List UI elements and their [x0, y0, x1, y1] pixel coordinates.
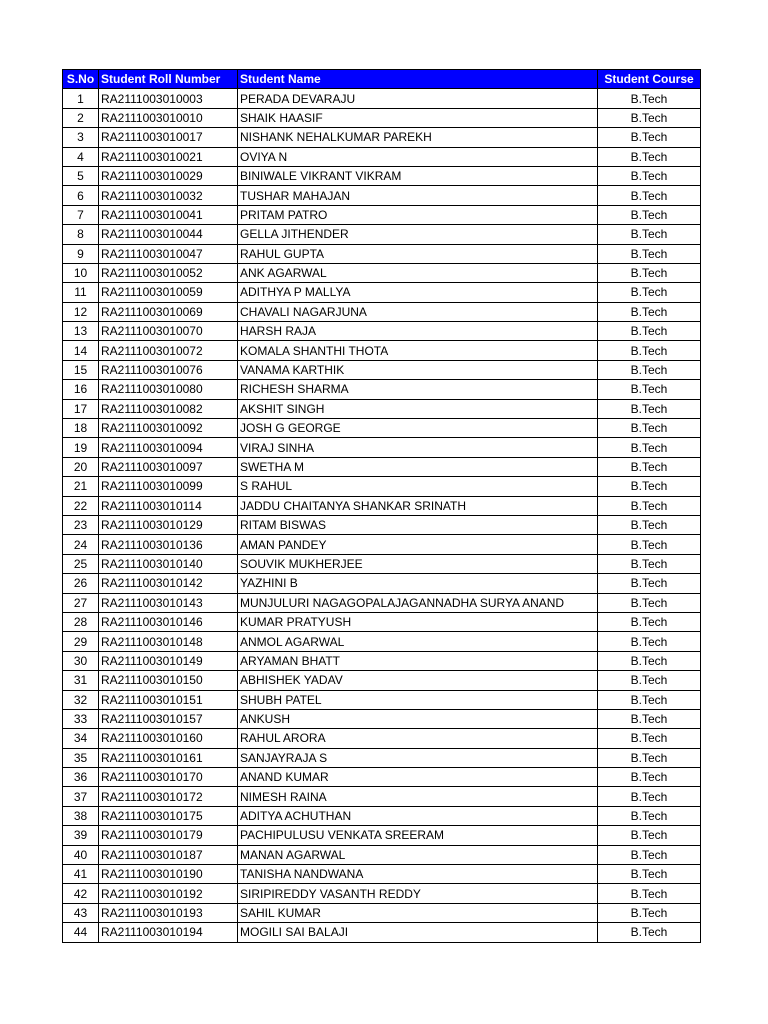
table-header-row [63, 70, 701, 89]
cell-sno: 19 [63, 438, 99, 457]
cell-student-name: TUSHAR MAHAJAN [238, 186, 598, 205]
cell-roll-number: RA2111003010142 [99, 574, 238, 593]
table-body [63, 89, 701, 942]
cell-roll-number: RA2111003010136 [99, 535, 238, 554]
cell-sno: 22 [63, 496, 99, 515]
cell-roll-number: RA2111003010069 [99, 302, 238, 321]
cell-student-course: B.Tech [598, 651, 701, 670]
cell-student-course: B.Tech [598, 244, 701, 263]
cell-roll-number: RA2111003010192 [99, 884, 238, 903]
table-row [63, 477, 701, 496]
cell-sno: 31 [63, 671, 99, 690]
cell-sno: 15 [63, 360, 99, 379]
table-row [63, 89, 701, 108]
cell-sno: 33 [63, 709, 99, 728]
cell-student-name: AMAN PANDEY [238, 535, 598, 554]
cell-sno: 29 [63, 632, 99, 651]
cell-student-name: KOMALA SHANTHI THOTA [238, 341, 598, 360]
table-row [63, 651, 701, 670]
cell-student-course: B.Tech [598, 225, 701, 244]
cell-sno: 41 [63, 865, 99, 884]
table-row [63, 205, 701, 224]
cell-roll-number: RA2111003010080 [99, 380, 238, 399]
table-row [63, 263, 701, 282]
cell-student-name: RICHESH SHARMA [238, 380, 598, 399]
cell-student-course: B.Tech [598, 419, 701, 438]
table-row [63, 535, 701, 554]
cell-student-course: B.Tech [598, 166, 701, 185]
table-row [63, 360, 701, 379]
table-row [63, 496, 701, 515]
cell-sno: 7 [63, 205, 99, 224]
cell-sno: 2 [63, 108, 99, 127]
cell-roll-number: RA2111003010179 [99, 826, 238, 845]
cell-sno: 20 [63, 457, 99, 476]
cell-sno: 3 [63, 128, 99, 147]
cell-student-name: ADITYA ACHUTHAN [238, 806, 598, 825]
cell-roll-number: RA2111003010094 [99, 438, 238, 457]
cell-student-course: B.Tech [598, 593, 701, 612]
cell-roll-number: RA2111003010187 [99, 845, 238, 864]
cell-sno: 8 [63, 225, 99, 244]
cell-student-name: MOGILI SAI BALAJI [238, 923, 598, 942]
table-row [63, 515, 701, 534]
cell-roll-number: RA2111003010161 [99, 748, 238, 767]
cell-student-course: B.Tech [598, 263, 701, 282]
cell-sno: 9 [63, 244, 99, 263]
cell-student-course: B.Tech [598, 690, 701, 709]
cell-student-course: B.Tech [598, 283, 701, 302]
table-row [63, 186, 701, 205]
student-roster-table [62, 69, 701, 943]
cell-roll-number: RA2111003010170 [99, 768, 238, 787]
cell-roll-number: RA2111003010070 [99, 322, 238, 341]
cell-roll-number: RA2111003010047 [99, 244, 238, 263]
cell-student-name: BINIWALE VIKRANT VIKRAM [238, 166, 598, 185]
cell-roll-number: RA2111003010082 [99, 399, 238, 418]
cell-sno: 10 [63, 263, 99, 282]
cell-student-name: CHAVALI NAGARJUNA [238, 302, 598, 321]
table-row [63, 166, 701, 185]
table-row [63, 632, 701, 651]
table-row [63, 244, 701, 263]
table-row [63, 147, 701, 166]
cell-sno: 26 [63, 574, 99, 593]
cell-student-course: B.Tech [598, 884, 701, 903]
cell-sno: 13 [63, 322, 99, 341]
cell-student-course: B.Tech [598, 341, 701, 360]
cell-roll-number: RA2111003010160 [99, 729, 238, 748]
cell-student-course: B.Tech [598, 477, 701, 496]
table-row [63, 128, 701, 147]
cell-roll-number: RA2111003010072 [99, 341, 238, 360]
table-row [63, 826, 701, 845]
cell-roll-number: RA2111003010010 [99, 108, 238, 127]
cell-student-course: B.Tech [598, 903, 701, 922]
cell-student-course: B.Tech [598, 535, 701, 554]
cell-student-name: MANAN AGARWAL [238, 845, 598, 864]
cell-roll-number: RA2111003010052 [99, 263, 238, 282]
cell-student-name: ANKUSH [238, 709, 598, 728]
table-row [63, 574, 701, 593]
table-row [63, 593, 701, 612]
cell-sno: 36 [63, 768, 99, 787]
cell-student-course: B.Tech [598, 89, 701, 108]
cell-sno: 17 [63, 399, 99, 418]
cell-sno: 11 [63, 283, 99, 302]
cell-student-course: B.Tech [598, 108, 701, 127]
cell-student-name: SIRIPIREDDY VASANTH REDDY [238, 884, 598, 903]
cell-student-name: KUMAR PRATYUSH [238, 612, 598, 631]
cell-student-course: B.Tech [598, 632, 701, 651]
cell-sno: 16 [63, 380, 99, 399]
cell-student-course: B.Tech [598, 147, 701, 166]
cell-sno: 21 [63, 477, 99, 496]
table-row [63, 865, 701, 884]
cell-student-course: B.Tech [598, 729, 701, 748]
cell-student-course: B.Tech [598, 322, 701, 341]
cell-student-course: B.Tech [598, 515, 701, 534]
header-student-name: Student Name [238, 70, 598, 89]
cell-student-name: NISHANK NEHALKUMAR PAREKH [238, 128, 598, 147]
cell-sno: 1 [63, 89, 99, 108]
cell-sno: 34 [63, 729, 99, 748]
cell-student-name: SOUVIK MUKHERJEE [238, 554, 598, 573]
cell-student-course: B.Tech [598, 128, 701, 147]
header-student-course: Student Course [598, 70, 701, 89]
cell-roll-number: RA2111003010157 [99, 709, 238, 728]
cell-roll-number: RA2111003010151 [99, 690, 238, 709]
cell-student-name: S RAHUL [238, 477, 598, 496]
cell-student-course: B.Tech [598, 923, 701, 942]
cell-student-name: JOSH G GEORGE [238, 419, 598, 438]
cell-roll-number: RA2111003010044 [99, 225, 238, 244]
cell-student-name: ABHISHEK YADAV [238, 671, 598, 690]
cell-student-course: B.Tech [598, 845, 701, 864]
cell-student-name: VIRAJ SINHA [238, 438, 598, 457]
cell-student-name: AKSHIT SINGH [238, 399, 598, 418]
cell-student-course: B.Tech [598, 806, 701, 825]
cell-student-course: B.Tech [598, 787, 701, 806]
cell-student-name: MUNJULURI NAGAGOPALAJAGANNADHA SURYA ANAND [238, 593, 598, 612]
cell-sno: 35 [63, 748, 99, 767]
table-row [63, 729, 701, 748]
cell-roll-number: RA2111003010149 [99, 651, 238, 670]
cell-roll-number: RA2111003010172 [99, 787, 238, 806]
cell-student-name: YAZHINI B [238, 574, 598, 593]
cell-roll-number: RA2111003010143 [99, 593, 238, 612]
cell-sno: 37 [63, 787, 99, 806]
cell-sno: 25 [63, 554, 99, 573]
cell-student-name: SHAIK HAASIF [238, 108, 598, 127]
cell-student-course: B.Tech [598, 574, 701, 593]
student-list-sheet [62, 69, 700, 943]
table-row [63, 806, 701, 825]
cell-student-name: ARYAMAN BHATT [238, 651, 598, 670]
cell-student-course: B.Tech [598, 709, 701, 728]
cell-student-course: B.Tech [598, 612, 701, 631]
cell-student-name: RAHUL ARORA [238, 729, 598, 748]
cell-roll-number: RA2111003010099 [99, 477, 238, 496]
table-row [63, 709, 701, 728]
cell-student-name: PRITAM PATRO [238, 205, 598, 224]
cell-sno: 43 [63, 903, 99, 922]
cell-student-course: B.Tech [598, 865, 701, 884]
table-row [63, 554, 701, 573]
cell-roll-number: RA2111003010114 [99, 496, 238, 515]
table-row [63, 923, 701, 942]
table-row [63, 438, 701, 457]
cell-student-name: ANK AGARWAL [238, 263, 598, 282]
header-roll-number: Student Roll Number [99, 70, 238, 89]
cell-sno: 40 [63, 845, 99, 864]
cell-student-course: B.Tech [598, 826, 701, 845]
cell-student-name: TANISHA NANDWANA [238, 865, 598, 884]
cell-sno: 44 [63, 923, 99, 942]
cell-sno: 6 [63, 186, 99, 205]
cell-student-name: ANMOL AGARWAL [238, 632, 598, 651]
cell-sno: 14 [63, 341, 99, 360]
cell-student-course: B.Tech [598, 186, 701, 205]
cell-roll-number: RA2111003010193 [99, 903, 238, 922]
table-row [63, 690, 701, 709]
table-row [63, 457, 701, 476]
cell-student-course: B.Tech [598, 205, 701, 224]
table-row [63, 419, 701, 438]
cell-student-name: JADDU CHAITANYA SHANKAR SRINATH [238, 496, 598, 515]
cell-roll-number: RA2111003010097 [99, 457, 238, 476]
cell-roll-number: RA2111003010129 [99, 515, 238, 534]
cell-roll-number: RA2111003010017 [99, 128, 238, 147]
cell-roll-number: RA2111003010140 [99, 554, 238, 573]
cell-roll-number: RA2111003010003 [99, 89, 238, 108]
cell-roll-number: RA2111003010190 [99, 865, 238, 884]
cell-student-course: B.Tech [598, 360, 701, 379]
table-row [63, 748, 701, 767]
cell-student-name: ANAND KUMAR [238, 768, 598, 787]
cell-student-course: B.Tech [598, 302, 701, 321]
cell-student-course: B.Tech [598, 457, 701, 476]
cell-student-name: SAHIL KUMAR [238, 903, 598, 922]
cell-roll-number: RA2111003010194 [99, 923, 238, 942]
cell-student-course: B.Tech [598, 438, 701, 457]
cell-roll-number: RA2111003010021 [99, 147, 238, 166]
cell-roll-number: RA2111003010148 [99, 632, 238, 651]
cell-sno: 28 [63, 612, 99, 631]
cell-student-name: SANJAYRAJA S [238, 748, 598, 767]
cell-student-name: HARSH RAJA [238, 322, 598, 341]
cell-student-name: VANAMA KARTHIK [238, 360, 598, 379]
table-row [63, 671, 701, 690]
table-row [63, 787, 701, 806]
cell-sno: 23 [63, 515, 99, 534]
cell-sno: 18 [63, 419, 99, 438]
cell-student-course: B.Tech [598, 496, 701, 515]
cell-student-name: RAHUL GUPTA [238, 244, 598, 263]
table-row [63, 225, 701, 244]
cell-roll-number: RA2111003010059 [99, 283, 238, 302]
cell-student-name: RITAM BISWAS [238, 515, 598, 534]
cell-student-name: PACHIPULUSU VENKATA SREERAM [238, 826, 598, 845]
cell-roll-number: RA2111003010175 [99, 806, 238, 825]
cell-student-course: B.Tech [598, 554, 701, 573]
cell-sno: 38 [63, 806, 99, 825]
cell-student-name: ADITHYA P MALLYA [238, 283, 598, 302]
table-row [63, 884, 701, 903]
table-row [63, 380, 701, 399]
cell-student-name: SHUBH PATEL [238, 690, 598, 709]
table-row [63, 612, 701, 631]
cell-student-course: B.Tech [598, 380, 701, 399]
header-sno: S.No [63, 70, 99, 89]
cell-sno: 4 [63, 147, 99, 166]
cell-sno: 30 [63, 651, 99, 670]
cell-student-name: PERADA DEVARAJU [238, 89, 598, 108]
cell-roll-number: RA2111003010146 [99, 612, 238, 631]
table-row [63, 845, 701, 864]
table-row [63, 322, 701, 341]
cell-student-name: NIMESH RAINA [238, 787, 598, 806]
table-row [63, 768, 701, 787]
cell-sno: 39 [63, 826, 99, 845]
cell-student-name: SWETHA M [238, 457, 598, 476]
cell-student-name: GELLA JITHENDER [238, 225, 598, 244]
cell-student-course: B.Tech [598, 399, 701, 418]
cell-sno: 5 [63, 166, 99, 185]
cell-student-course: B.Tech [598, 768, 701, 787]
table-row [63, 302, 701, 321]
cell-sno: 42 [63, 884, 99, 903]
cell-student-name: OVIYA N [238, 147, 598, 166]
cell-sno: 12 [63, 302, 99, 321]
table-row [63, 399, 701, 418]
cell-sno: 24 [63, 535, 99, 554]
table-row [63, 283, 701, 302]
cell-roll-number: RA2111003010076 [99, 360, 238, 379]
table-row [63, 108, 701, 127]
cell-roll-number: RA2111003010041 [99, 205, 238, 224]
cell-roll-number: RA2111003010029 [99, 166, 238, 185]
table-row [63, 341, 701, 360]
cell-roll-number: RA2111003010032 [99, 186, 238, 205]
cell-roll-number: RA2111003010150 [99, 671, 238, 690]
cell-roll-number: RA2111003010092 [99, 419, 238, 438]
cell-student-course: B.Tech [598, 748, 701, 767]
cell-sno: 32 [63, 690, 99, 709]
cell-sno: 27 [63, 593, 99, 612]
cell-student-course: B.Tech [598, 671, 701, 690]
table-row [63, 903, 701, 922]
